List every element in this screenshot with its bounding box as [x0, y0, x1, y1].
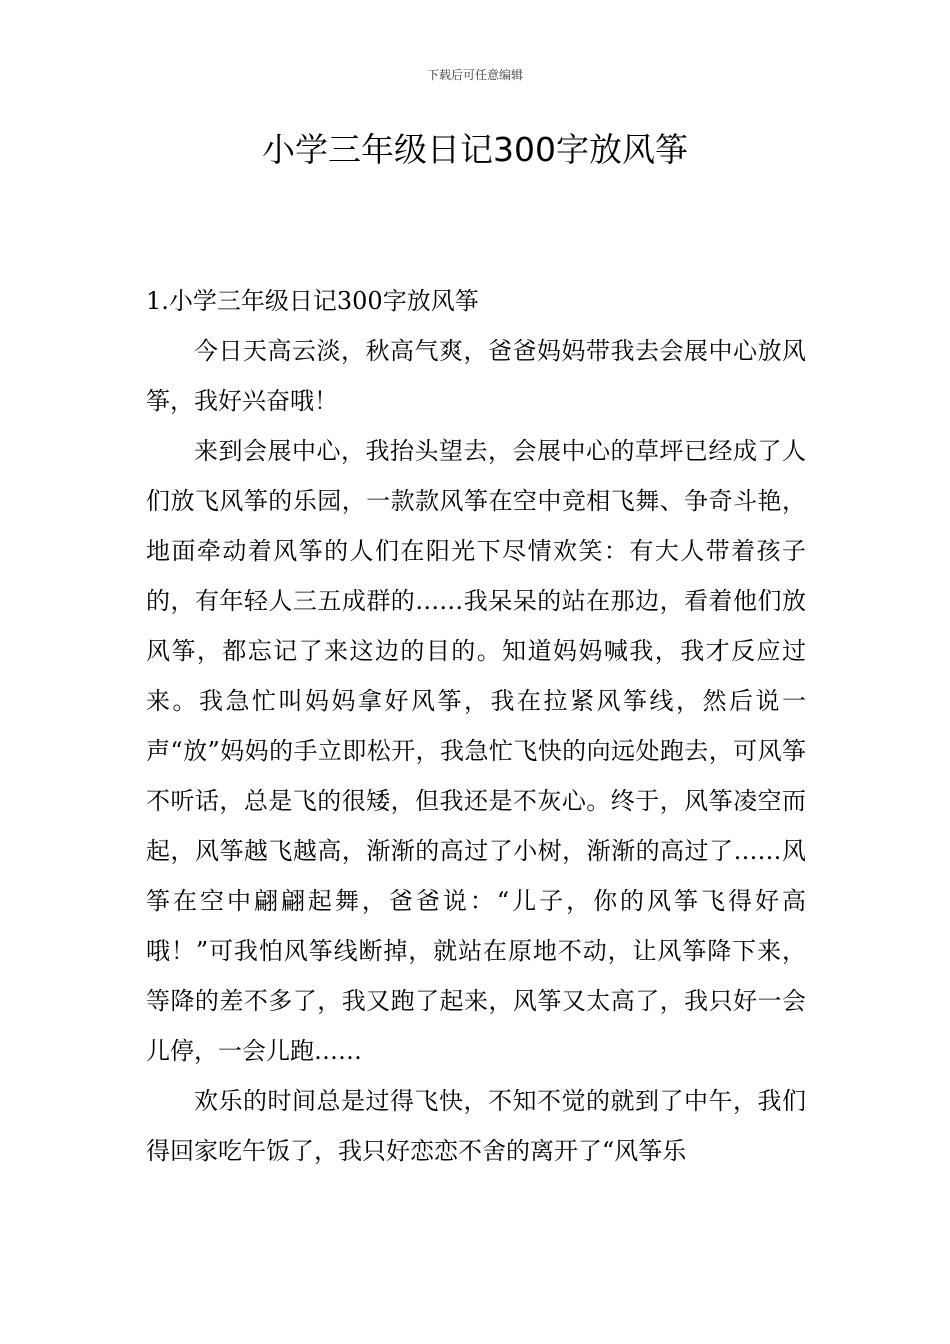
paragraph-2: 来到会展中心，我抬头望去，会展中心的草坪已经成了人们放飞风筝的乐园，一款款风筝在空中竞相飞舞、争奇斗艳，地面牵动着风筝的人们在阳光下尽情欢笑：有大人带着孩子的，有年轻人三五成群的……我呆呆的站在那边，看着他们放风筝，都忘记了来这边的目的。知道妈妈喊我，我才反应过来。我急忙叫妈妈拿好风筝，我在拉紧风筝线，然后说一声“放”妈妈的手立即松开，我急忙飞快的向远处跑去，可风筝不听话，总是飞的很矮，但我还是不灰心。终于，风筝凌空而起，风筝越飞越高，渐渐的高过了小树，渐渐的高过了……风筝在空中翩翩起舞，爸爸说：“儿子，你的风筝飞得好高哦！”可我怕风筝线断掉，就站在原地不动，让风筝降下来，等降的差不多了，我又跑了起来，风筝又太高了，我只好一会儿停，一会儿跑…… [146, 437, 806, 1065]
header-note: 下载后可任意编辑 [426, 68, 523, 82]
paragraph-1: 今日天高云淡，秋高气爽，爸爸妈妈带我去会展中心放风筝，我好兴奋哦！ [146, 337, 806, 415]
page-title: 小学三年级日记300字放风筝 [262, 130, 688, 169]
section-heading: 1.小学三年级日记300字放风筝 [146, 287, 479, 315]
document-body [146, 276, 806, 1176]
paragraph-3: 欢乐的时间总是过得飞快，不知不觉的就到了中午，我们得回家吃午饭了，我只好恋恋不舍的离开了“风筝乐 [146, 1087, 806, 1165]
